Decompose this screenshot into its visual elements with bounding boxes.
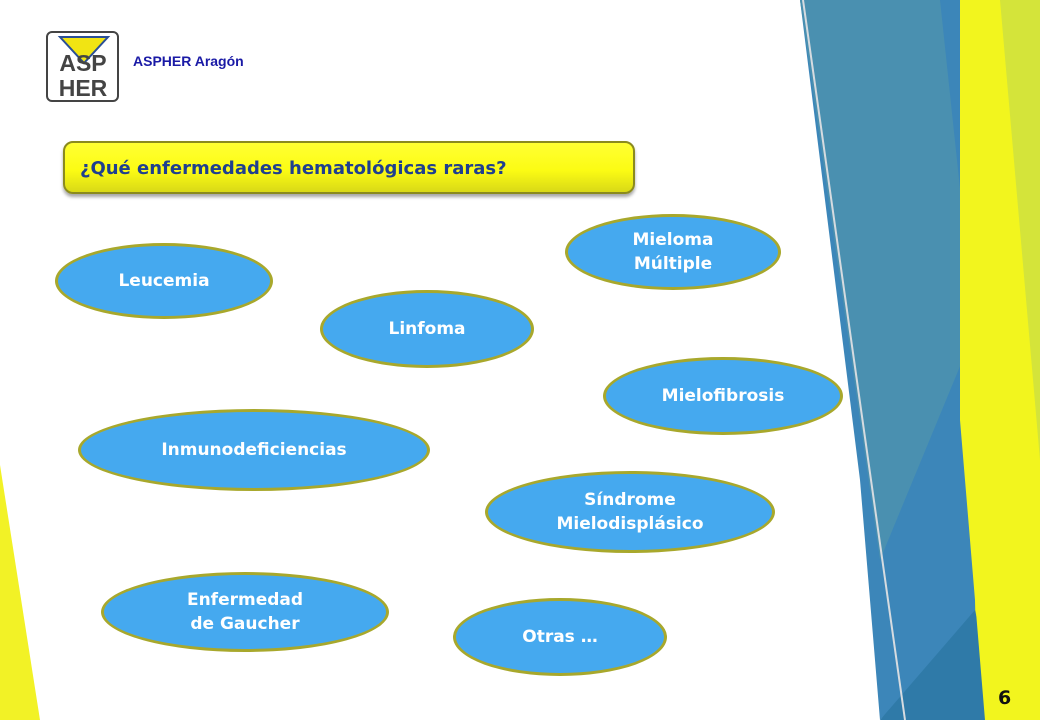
disease-label-line1: Mieloma <box>632 230 714 250</box>
disease-label: Linfoma <box>388 319 466 339</box>
disease-mielofibrosis <box>603 357 843 435</box>
disease-otras <box>453 598 667 676</box>
question-text: ¿Qué enfermedades hematológicas raras? <box>80 158 507 179</box>
svg-text:HER: HER <box>58 75 108 101</box>
disease-inmunodeficiencias <box>78 409 430 491</box>
disease-sindrome-mielodisplasico <box>485 471 775 553</box>
disease-label-line2: de Gaucher <box>190 614 300 634</box>
disease-label-line1: Enfermedad <box>186 590 304 610</box>
disease-label-line2: Múltiple <box>633 254 713 274</box>
organization-name: ASPHER Aragón <box>133 53 244 69</box>
disease-mieloma-multiple <box>565 214 781 290</box>
page-number: 6 <box>998 687 1012 709</box>
disease-label-line2: Mielodisplásico <box>556 514 704 534</box>
disease-label: Otras … <box>522 627 598 647</box>
logo-text: ASP <box>59 50 107 76</box>
disease-label: Inmunodeficiencias <box>161 440 347 460</box>
disease-leucemia <box>55 243 273 319</box>
disease-label-line1: Síndrome <box>584 490 676 510</box>
aspher-logo <box>46 31 119 102</box>
disease-label: Leucemia <box>118 271 210 291</box>
disease-label: Mielofibrosis <box>661 386 785 406</box>
disease-linfoma <box>320 290 534 368</box>
disease-gaucher <box>101 572 389 652</box>
question-banner <box>63 141 635 194</box>
